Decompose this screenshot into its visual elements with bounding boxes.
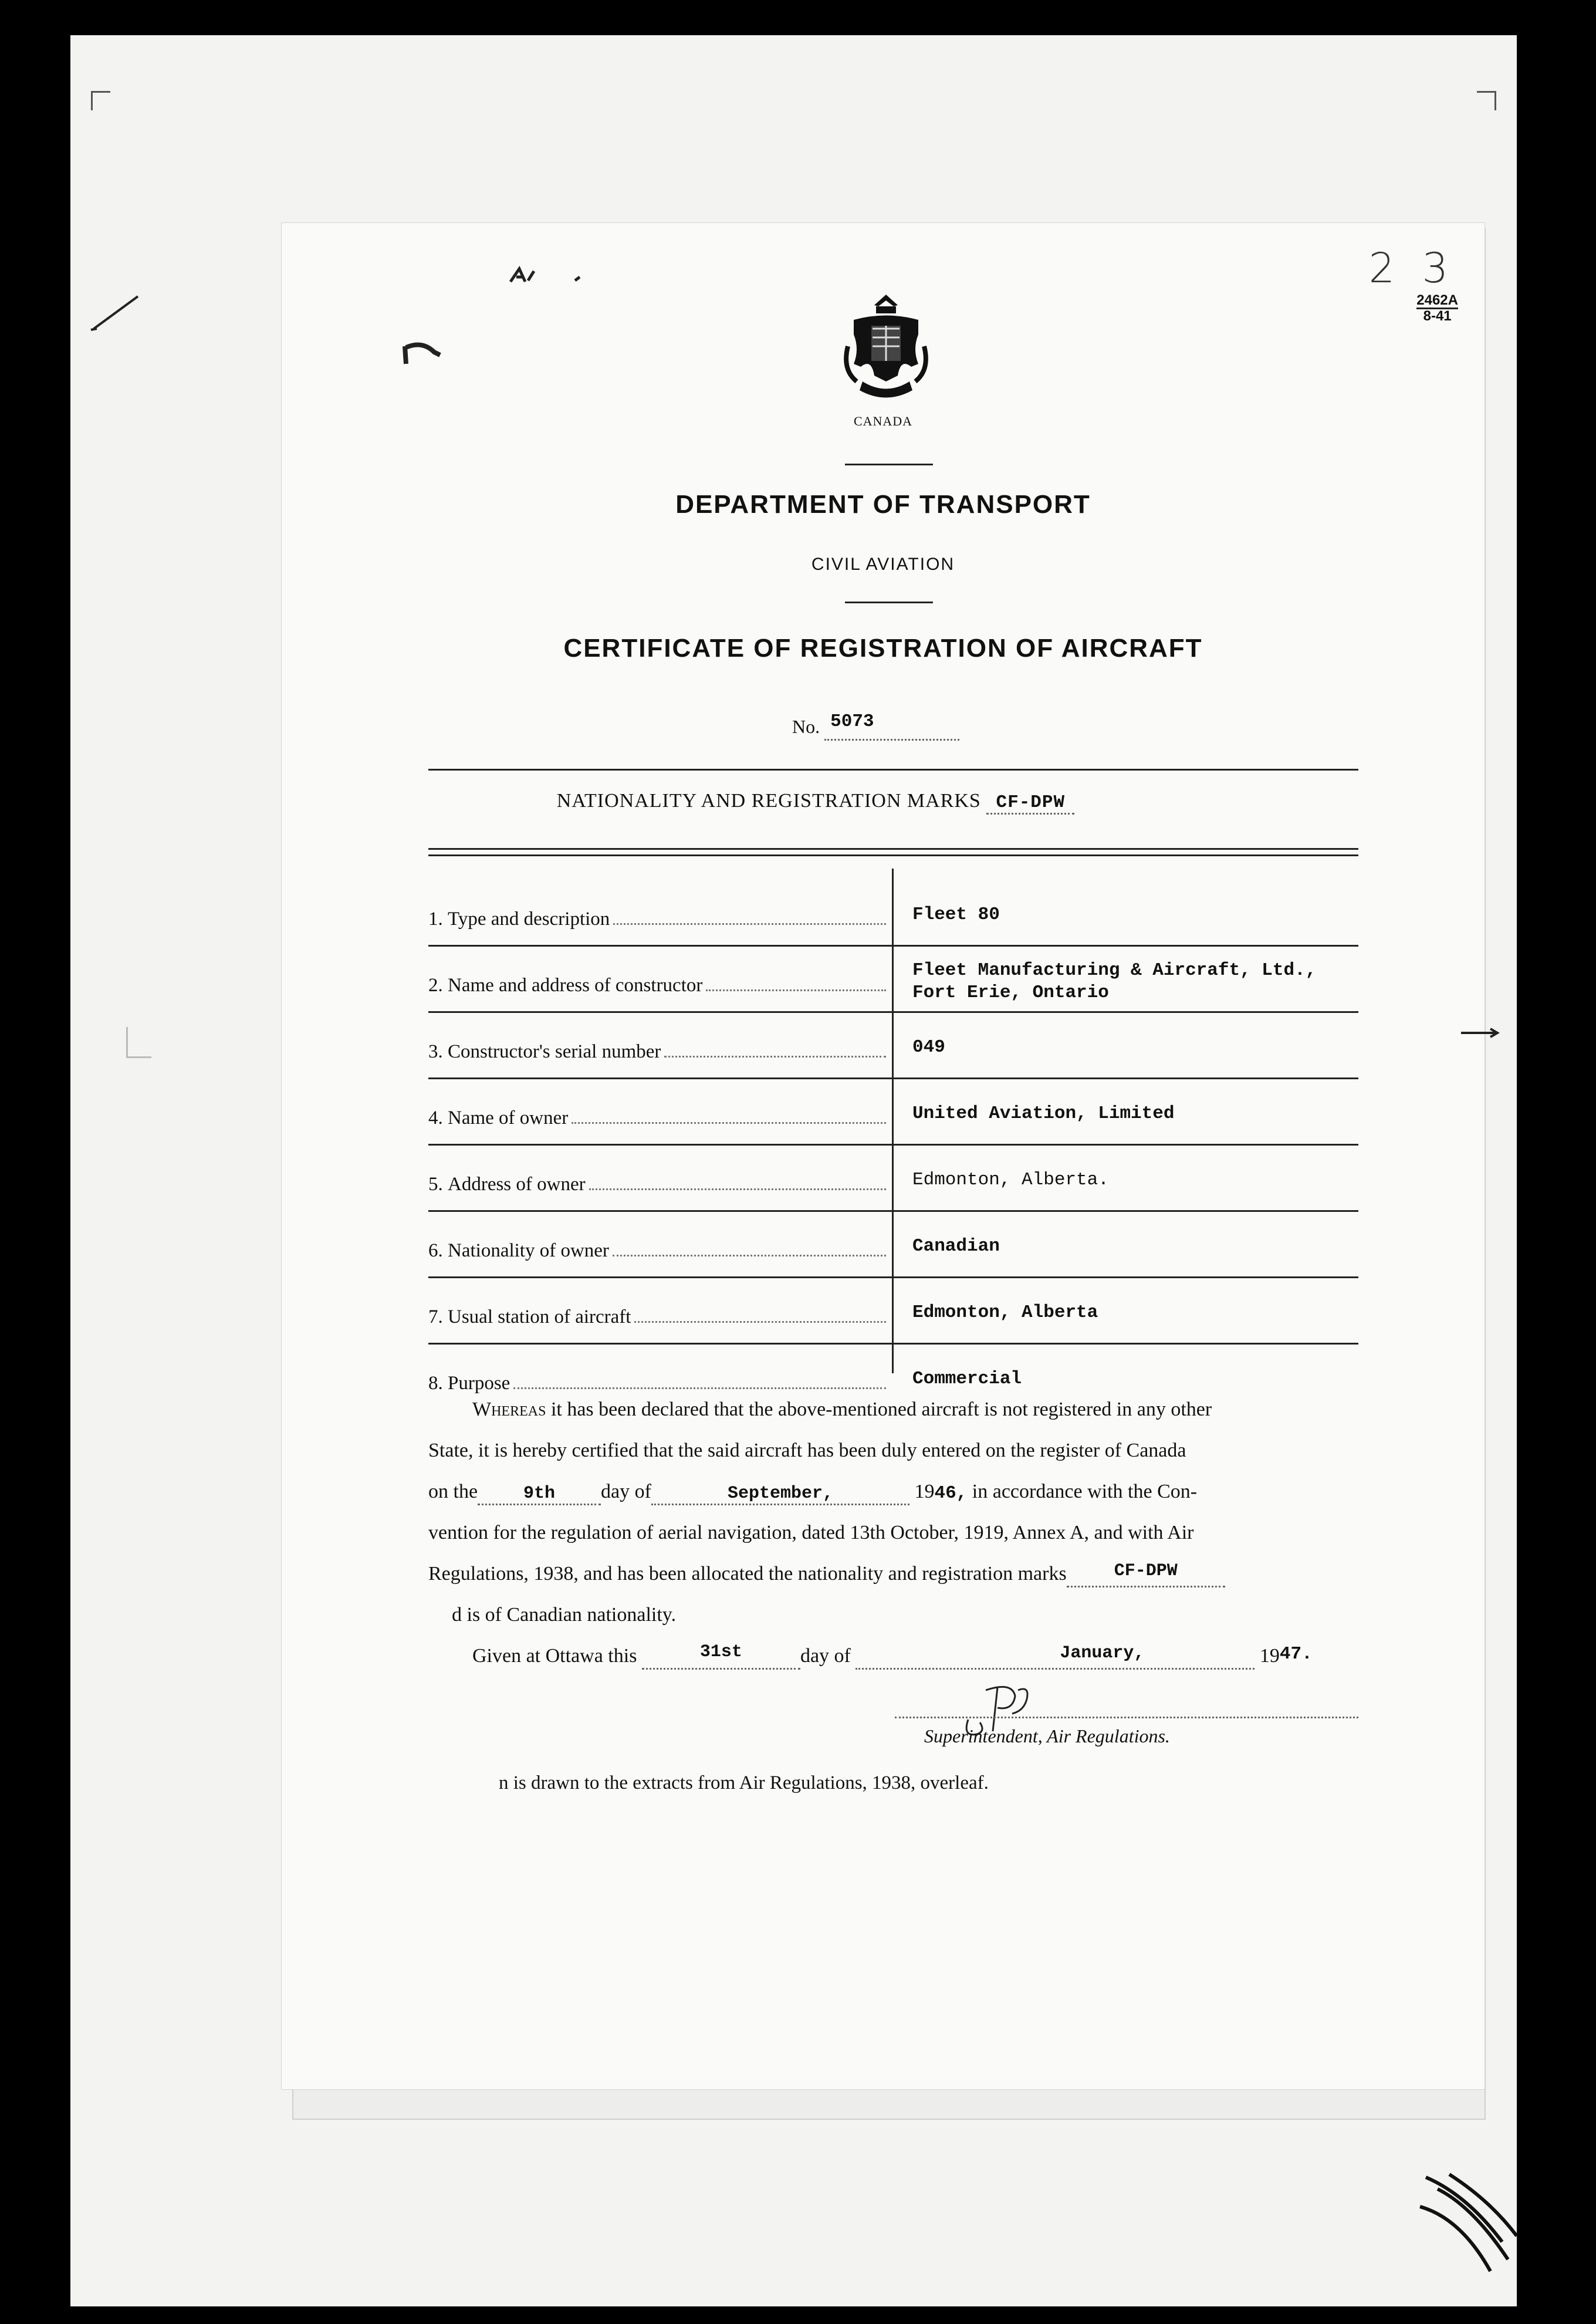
stray-mark xyxy=(399,340,446,370)
given-month: January, xyxy=(1060,1643,1145,1663)
registration-table xyxy=(428,880,1358,1409)
registration-year-prefix: 19 xyxy=(914,1481,935,1502)
row-value-line: 049 xyxy=(912,1037,945,1058)
row-value xyxy=(912,904,1000,926)
nationality-marks-field xyxy=(986,790,1074,815)
row-label-text: Name of owner xyxy=(448,1107,569,1129)
row-value-line: Fleet Manufacturing & Aircraft, Ltd., xyxy=(912,960,1317,981)
table-row xyxy=(428,947,1358,1013)
row-label-text: Nationality of owner xyxy=(448,1240,609,1261)
declaration-whereas: Whereas xyxy=(472,1399,546,1420)
corner-mark xyxy=(91,91,110,110)
given-day-field xyxy=(642,1642,800,1670)
registration-month: September, xyxy=(727,1484,833,1504)
row-number: 6. xyxy=(428,1240,443,1261)
divider xyxy=(428,769,1358,771)
declaration-line xyxy=(428,1482,1358,1505)
row-label xyxy=(428,1240,886,1262)
given-text: day of xyxy=(800,1645,851,1667)
row-label-text: Type and description xyxy=(448,908,610,930)
given-month-field xyxy=(856,1643,1255,1670)
row-value-line: Edmonton, Alberta. xyxy=(912,1170,1109,1190)
certificate-number-field xyxy=(824,711,959,741)
table-row xyxy=(428,1278,1358,1345)
nationality-marks-label: NATIONALITY AND REGISTRATION MARKS xyxy=(556,790,981,812)
row-value-line: Fort Erie, Ontario xyxy=(912,982,1109,1003)
declaration-line xyxy=(428,1561,1358,1587)
given-text: Given at Ottawa this xyxy=(472,1645,637,1667)
row-label xyxy=(428,975,886,997)
declaration-text: in accordance with the Con- xyxy=(972,1481,1198,1502)
given-year: 47. xyxy=(1279,1644,1313,1664)
declaration-text: on the xyxy=(428,1481,478,1502)
registration-day: 9th xyxy=(523,1484,556,1504)
certificate-document xyxy=(282,223,1485,2089)
table-row xyxy=(428,1079,1358,1146)
row-label-text: Address of owner xyxy=(448,1174,586,1195)
table-row xyxy=(428,1146,1358,1212)
row-label-text: Usual station of aircraft xyxy=(448,1306,631,1327)
row-value xyxy=(912,1169,1109,1191)
declaration-line: d is of Canadian nationality. xyxy=(452,1604,677,1626)
row-value-line: Canadian xyxy=(912,1236,1000,1256)
row-label-text: Constructor's serial number xyxy=(448,1041,661,1062)
divider xyxy=(845,602,933,603)
registration-year: 46, xyxy=(934,1483,968,1504)
footer-note: n is drawn to the extracts from Air Regulations, 1938, overleaf. xyxy=(499,1772,989,1793)
certificate-number xyxy=(792,711,959,741)
country-label: CANADA xyxy=(853,414,913,428)
registration-month-field xyxy=(651,1482,909,1505)
handwritten-page-number: 2 3 xyxy=(1368,244,1455,292)
given-day: 31st xyxy=(699,1642,742,1662)
corner-mark xyxy=(126,1027,151,1058)
stray-mark xyxy=(1461,1024,1502,1042)
row-number: 3. xyxy=(428,1041,443,1062)
row-number: 1. xyxy=(428,908,443,930)
row-value-line: Edmonton, Alberta xyxy=(912,1302,1098,1323)
branch-heading: CIVIL AVIATION xyxy=(811,555,955,574)
given-line xyxy=(472,1642,1358,1670)
row-label xyxy=(428,1373,886,1394)
nationality-marks-value: CF-DPW xyxy=(996,792,1066,813)
declaration-text: day of xyxy=(601,1481,651,1502)
row-value-line: Fleet 80 xyxy=(912,904,1000,925)
declaration-line xyxy=(428,1400,1358,1420)
divider xyxy=(428,854,1358,856)
row-value xyxy=(912,1302,1098,1324)
signature-line xyxy=(895,1717,1358,1718)
table-row xyxy=(428,1212,1358,1278)
row-number: 8. xyxy=(428,1373,443,1394)
nationality-marks-line xyxy=(288,790,1344,815)
row-label xyxy=(428,908,886,930)
signature-title: Superintendent, Air Regulations. xyxy=(924,1725,1170,1747)
declaration-line: State, it is hereby certified that the said aircraft has been duly entered on the register of Canada xyxy=(428,1440,1186,1461)
table-row xyxy=(428,880,1358,947)
corner-mark xyxy=(1477,91,1496,110)
given-year-prefix: 19 xyxy=(1259,1645,1280,1667)
row-label-text: Purpose xyxy=(448,1373,510,1394)
table-row xyxy=(428,1013,1358,1079)
row-number: 4. xyxy=(428,1107,443,1129)
row-number: 5. xyxy=(428,1174,443,1195)
department-heading: DEPARTMENT OF TRANSPORT xyxy=(675,490,1091,519)
row-value-line: Commercial xyxy=(912,1369,1022,1389)
row-value xyxy=(912,1103,1174,1125)
row-value xyxy=(912,960,1316,1004)
row-value xyxy=(912,1368,1022,1390)
stray-mark xyxy=(505,264,598,288)
row-value xyxy=(912,1235,1000,1258)
stray-mark xyxy=(1414,2171,1520,2277)
certificate-title: CERTIFICATE OF REGISTRATION OF AIRCRAFT xyxy=(563,634,1203,663)
certificate-number-value: 5073 xyxy=(830,711,874,732)
certificate-number-label: No. xyxy=(792,716,820,737)
row-number: 7. xyxy=(428,1306,443,1327)
divider xyxy=(845,464,933,465)
row-label-text: Name and address of constructor xyxy=(448,975,703,996)
declaration-line: vention for the regulation of aerial navigation, dated 13th October, 1919, Annex A, and with Air xyxy=(428,1522,1194,1543)
form-number xyxy=(1416,293,1458,323)
coat-of-arms-icon xyxy=(842,293,930,411)
row-number: 2. xyxy=(428,975,443,996)
divider xyxy=(428,848,1358,850)
row-label xyxy=(428,1174,886,1195)
form-number-date: 8-41 xyxy=(1416,308,1458,323)
row-label xyxy=(428,1041,886,1063)
registration-day-field xyxy=(478,1482,601,1505)
registration-marks-field xyxy=(1067,1561,1225,1587)
stray-mark xyxy=(88,293,141,340)
declaration-text: Regulations, 1938, and has been allocated the nationality and registration marks xyxy=(428,1563,1067,1585)
registration-marks: CF-DPW xyxy=(1114,1561,1178,1581)
row-label xyxy=(428,1107,886,1129)
declaration-text: it has been declared that the above-mentioned aircraft is not registered in any other xyxy=(550,1399,1212,1420)
form-number-code: 2462A xyxy=(1416,292,1458,308)
row-value xyxy=(912,1036,945,1059)
row-label xyxy=(428,1306,886,1328)
row-value-line: United Aviation, Limited xyxy=(912,1103,1175,1124)
